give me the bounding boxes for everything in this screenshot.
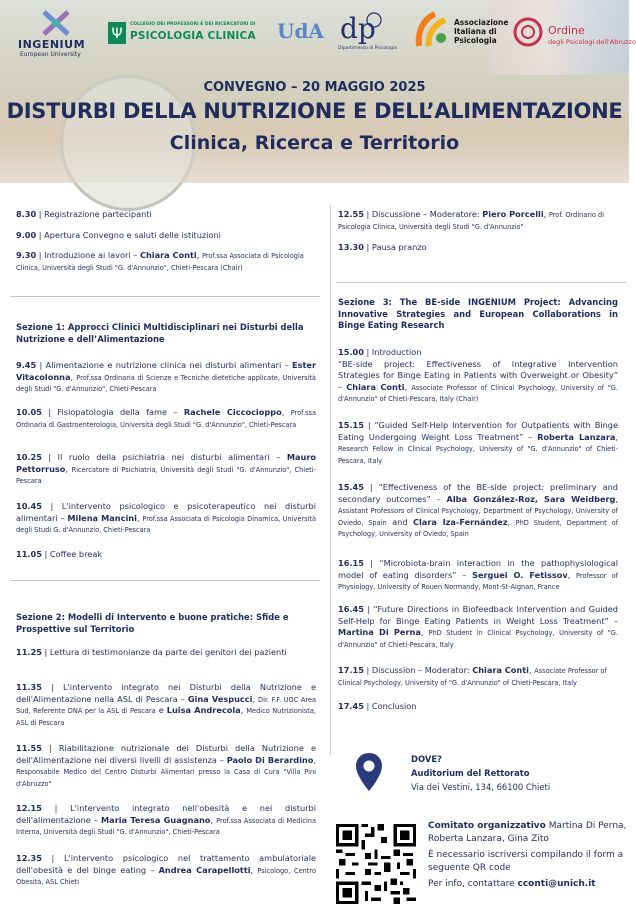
item-time: 16.15 xyxy=(338,558,364,568)
item-time: 9.30 xyxy=(16,250,37,260)
uda-mark-icon xyxy=(275,14,324,48)
schedule-item: 15.45 | “Effectiveness of the BE-side project: preliminary and secondary outcomes” – Alba González-Roz, Sara Weidberg, Assistant Professors of Clinical Psychology, Department of Psychology, University of Oviedo, Spain and Clara Iza-Fernández, PhD Student, Department of Psychology, University of Oviedo, Spain xyxy=(338,482,619,538)
item-affiliation: Medico Nutrizionista, ASL di Pescara xyxy=(16,707,316,727)
schedule-item: 9.30 | Introduzione ai lavori – Chiara Conti, Prof.ssa Associata di Psicologia Clinica, Università degli Studi "G. d'Annunzio", Chieti-Pescara (Chair) xyxy=(16,250,304,272)
schedule-item: 12.35 | L'intervento psicologico nel trattamento ambulatoriale dell'obesità e del binge eating – Andrea Carapellotti, Psicologo, Centro Obesità, ASL Chieti xyxy=(16,853,317,886)
item-title: Discussione – Moderatore: xyxy=(371,209,480,219)
item-time: 11.55 xyxy=(16,743,42,753)
page-title: DISTURBI DELLA NUTRIZIONE E DELL’ALIMENTAZIONE xyxy=(6,99,623,123)
schedule-item: 17.45 | Conclusion xyxy=(338,701,417,711)
item-speaker: Roberta Lanzara xyxy=(537,431,616,442)
schedule-item: 8.30 | Registrazione partecipanti xyxy=(16,209,152,219)
aip-mark-icon xyxy=(415,10,449,48)
schedule-item: 12.55 | Discussione – Moderatore: Piero Porcelli, Prof. Ordinario di Psicologia Clinica, Università degli Studi "G. d'Annunzio" xyxy=(338,209,605,231)
committee-members: Martina Di Perna, Roberta Lanzara, Gina Zito xyxy=(428,821,627,844)
ordine-logo xyxy=(512,8,636,52)
schedule-item: 11.55 | Riabilitazione nutrizionale dei Disturbi della Nutrizione e dell'Alimentazione nei diversi livelli di assistenza – Paolo Di Berardino, Responsabile Medico del Centro Disturbi Alimentari presso la Casa di Cura "Villa Pini d'Abruzzo" xyxy=(16,743,316,788)
item-time: 9.00 xyxy=(16,230,37,240)
item-time: 15.15 xyxy=(338,420,364,430)
schedule-item: 16.45 | “Future Directions in Biofeedback Intervention and Guided Self-Help for Binge Eating Patients in Weight Loss Treatment” – Martina Di Perna, PhD Student in Clinical Psychology, University of "G. d'Annunzio" of Chieti-Pescara, Italy xyxy=(338,604,618,649)
item-title: L'intervento psicologico nel trattamento ambulatoriale dell'obesità e del binge eating – xyxy=(16,853,317,875)
contact-email[interactable]: cconti@unich.it xyxy=(517,879,596,889)
ingenium-name: INGENIUM xyxy=(18,38,86,51)
section-3-title: Sezione 3: The BE-side INGENIUM Project: Advancing Innovative Strategies and European Collaborations in Binge Eating Research xyxy=(338,297,618,330)
item-speaker: Luisa Andrecola xyxy=(166,705,241,715)
item-title: “Effectiveness of the BE-side project: preliminary and secondary outcomes” – xyxy=(338,482,619,504)
ordine-sub: degli Psicologi dell'Abruzzo xyxy=(548,38,636,46)
item-speaker: Piero Porcelli xyxy=(482,209,544,219)
item-speaker: Serguei O. Fetissov xyxy=(472,569,568,580)
item-time: 8.30 xyxy=(16,209,37,219)
item-title: Pausa pranzo xyxy=(371,242,427,252)
item-title: “Microbiota-brain interaction in the pathophysiological model of eating disorders” – xyxy=(338,558,618,580)
schedule-item: 16.15 | “Microbiota-brain interaction in the pathophysiological model of eating disorders” – Serguei O. Fetissov, Professor of Physiology, University of Rouen Normandy, Mont-St-Aignan, France xyxy=(338,558,618,591)
schedule-item: 9.00 | Apertura Convegno e saluti delle istituzioni xyxy=(16,230,221,240)
item-title: “Guided Self-Help Intervention for Outpatients with Binge Eating Undergoing Weight Loss Treatment” – xyxy=(338,420,619,442)
schedule-item: 10.45 | L'intervento psicologico e psicoterapeutico nei disturbi alimentari – Milena Mancini, Prof.ssa Associata di Psicologia Dinamica, Università degli Studi G. d'Annunzio, Chieti-Pescara xyxy=(16,501,316,534)
registration-qr-code[interactable] xyxy=(336,824,416,904)
item-affiliation: Professor of Physiology, University of Rouen Normandy, Mont-St-Aignan, France xyxy=(338,571,618,591)
schedule-item: 10.25 | Il ruolo della psichiatria nei disturbi alimentari – Mauro Pettorruso, Ricercatore di Psichiatria, Università degli Studi "G. d'Annunzio", Chieti-Pescara xyxy=(16,452,317,485)
psicologia-name: PSICOLOGIA CLINICA xyxy=(130,30,256,42)
item-conjunction: and xyxy=(392,516,408,527)
contact-label: Per info, contattare xyxy=(428,879,515,889)
schedule-item: 15.00 | Introduction “BE-side project: Effectiveness of Integrative Intervention Strategies for Binge Eating in Patients with Overweight or Obesity” – Chiara Conti, Associate Professor of Clinical Psychology, University of "G. d'Annunzio" of Chieti-Pescara, Italy (Chair) xyxy=(338,347,618,403)
logo-strip xyxy=(0,8,636,58)
aip-name: Associazione Italiana di Psicologia xyxy=(454,18,509,45)
item-speaker: Rachele Ciccocioppo xyxy=(183,407,282,417)
item-speaker: Martina Di Perna xyxy=(338,627,421,637)
ingenium-mark-icon xyxy=(36,8,76,38)
item-time: 13.30 xyxy=(338,242,364,252)
location-pin-icon xyxy=(355,752,383,792)
svg-text:Ψ: Ψ xyxy=(111,26,123,42)
item-affiliation: Prof.ssa Ordinaria di Gastroenterologia, Università degli Studi "G. d'Annunzio", Chieti-Pescara xyxy=(16,409,316,429)
schedule-item: 17.15 | Discussion – Moderator: Chiara Conti, Associate Professor of Clinical Psychology, University of "G. d'Annunzio" of Chieti-Pescara, Italy xyxy=(338,665,607,687)
item-title: Alimentazione e nutrizione clinica nei disturbi alimentari – xyxy=(45,360,289,370)
item-title: Il ruolo della psichiatria nei disturbi alimentari – xyxy=(57,452,281,462)
item-title: Apertura Convegno e saluti delle istituzioni xyxy=(44,230,221,240)
item-time: 17.15 xyxy=(338,665,364,675)
item-title: L'intervento integrato nei Disturbi della Nutrizione e dell'Alimentazione nella ASL di Pescara – xyxy=(16,682,317,704)
item-affiliation: PhD Student in Clinical Psychology, University of "G. d'Annunzio" of Chieti-Pescara, Italy xyxy=(338,629,618,649)
item-title: “BE-side project: Effectiveness of Integrative Intervention Strategies for Binge Eating in Patients with Overweight or Obesity” – xyxy=(338,358,618,392)
item-affiliation: Dir. F.F. UOC Area Sud, Referente DNA per la ASL di Pescara xyxy=(16,695,316,715)
ordine-mark-icon xyxy=(512,16,544,48)
committee-line xyxy=(428,820,628,845)
item-speaker: Ester Vitacolonna xyxy=(16,360,317,382)
item-affiliation: Prof.ssa Associata di Psicologia Clinica, Università degli Studi "G. d'Annunzio", Chieti-Pescara (Chair) xyxy=(16,252,304,272)
item-time: 15.45 xyxy=(338,482,364,492)
item-affiliation: PhD Student, Department of Psychology, University of Oviedo, Spain xyxy=(338,518,618,538)
item-affiliation: Associate Professor of Clinical Psychology, University of "G. d'Annunzio" of Chieti-Pescara, Italy xyxy=(338,667,607,687)
page-subtitle: Clinica, Ricerca e Territorio xyxy=(169,132,460,154)
item-speaker: Andrea Carapellotti xyxy=(158,864,251,875)
item-time: 10.05 xyxy=(16,407,42,417)
venue-address: Via dei Vestini, 134, 66100 Chieti xyxy=(411,782,551,792)
venue-label: DOVE? xyxy=(411,754,442,764)
psicologia-small-line: COLLEGIO DEI PROFESSORI E DEI RICERCATORI DI xyxy=(130,22,256,27)
item-title: Conclusion xyxy=(371,701,417,711)
item-affiliation: Prof. Ordinario di Psicologia Clinica, Università degli Studi "G. d'Annunzio" xyxy=(338,211,605,231)
item-title: Discussion – Moderator: xyxy=(371,665,470,675)
uda-mark-text: UdA xyxy=(277,19,324,43)
item-speaker: Mauro Pettorruso xyxy=(16,452,317,474)
item-time: 12.15 xyxy=(16,803,42,813)
item-time: 10.45 xyxy=(16,501,42,511)
item-title: Coffee break xyxy=(49,549,103,559)
item-time: 10.25 xyxy=(16,452,42,462)
dipartimento-logo xyxy=(338,8,398,56)
item-affiliation: Ricercatore di Psichiatria, Università degli Studi "G. d'Annunzio", Chieti-Pescara xyxy=(16,465,316,485)
item-time: 11.25 xyxy=(16,647,42,657)
item-affiliation: Prof.ssa Associata di Medicina Interna, Università degli Studi "G. d'Annunzio", Chieti-Pescara xyxy=(16,816,316,836)
item-speaker: Alba González-Roz, Sara Weidberg xyxy=(446,493,616,504)
item-speaker: Chiara Conti xyxy=(139,250,197,260)
schedule-item: 15.15 | “Guided Self-Help Intervention for Outpatients with Binge Eating Undergoing Weight Loss Treatment” – Roberta Lanzara, Research Fellow in Clinical Psychology, University of "G. d'Annunzio" of Chieti-Pescara, Italy xyxy=(338,420,619,465)
convegno-date: CONVEGNO – 20 MAGGIO 2025 xyxy=(203,80,426,95)
item-time: 17.45 xyxy=(338,701,364,711)
item-speaker: Clara Iza-Fernández xyxy=(412,516,508,527)
schedule-item: 10.05 | Fisiopatologia della fame – Rachele Ciccocioppo, Prof.ssa Ordinaria di Gastroenterologia, Università degli Studi "G. d'Annunzio", Chieti-Pescara xyxy=(16,407,316,429)
ingenium-logo xyxy=(8,8,108,60)
item-time: 12.35 xyxy=(16,853,42,863)
schedule-item: 11.35 | L'intervento integrato nei Disturbi della Nutrizione e dell'Alimentazione nella ASL di Pescara – Gina Vespucci, Dir. F.F. UOC Area Sud, Referente DNA per la ASL di Pescara e Luisa Andrecola, Medico Nutrizionista, ASL di Pescara xyxy=(16,682,317,727)
item-speaker: Paolo Di Berardino xyxy=(226,754,314,765)
section-1-title: Sezione 1: Approcci Clinici Multidisciplinari nei Disturbi della Nutrizione e dell’Alimentazione xyxy=(16,322,304,344)
item-speaker: Maria Teresa Guagnano xyxy=(101,814,211,825)
item-title: “Future Directions in Biofeedback Intervention and Guided Self-Help for Binge Eating Patients in Weight Loss Treatment” – xyxy=(338,604,618,626)
item-title: Riabilitazione nutrizionale dei Disturbi della Nutrizione e dell'Alimentazione nei diversi livelli di assistenza – xyxy=(16,743,316,765)
item-title: Registrazione partecipanti xyxy=(44,209,152,219)
item-time: 12.55 xyxy=(338,209,364,219)
item-title: Fisiopatologia della fame – xyxy=(57,407,178,417)
item-time: 11.35 xyxy=(16,682,42,692)
item-time: 15.00 xyxy=(338,347,364,357)
uda-logo xyxy=(275,8,324,50)
left-divider-1 xyxy=(10,296,320,297)
item-time: 9.45 xyxy=(16,360,37,370)
item-speaker: Gina Vespucci xyxy=(187,693,253,704)
psi-icon xyxy=(108,22,126,44)
committee-label: Comitato organizzativo xyxy=(428,821,546,831)
item-title: Lettura di testimonianze da parte dei genitori dei pazienti xyxy=(49,647,287,657)
item-affiliation: Responsabile Medico del Centro Disturbi Alimentari presso la Casa di Cura "Villa Pini d'Abruzzo" xyxy=(16,768,316,788)
venue-name: Auditorium del Rettorato xyxy=(411,768,530,778)
organizing-committee xyxy=(428,820,628,895)
schedule-item: 11.25 | Lettura di testimonianze da parte dei genitori dei pazienti xyxy=(16,647,287,657)
psicologia-clinica-logo xyxy=(108,8,256,48)
item-affiliation: Prof.ssa Ordinaria di Scienze e Tecniche dietetiche applicate, Università degli Studi "G. d'Annunzio", Chieti-Pescara xyxy=(16,373,316,393)
item-speaker: Chiara Conti xyxy=(346,381,405,392)
contact-line xyxy=(428,878,628,891)
schedule-item: 9.45 | Alimentazione e nutrizione clinica nei disturbi alimentari – Ester Vitacolonna, Prof.ssa Ordinaria di Scienze e Tecniche dietetiche applicate, Università degli Studi "G. d'Annunzio", Chieti-Pescara xyxy=(16,360,317,393)
ordine-name: Ordine xyxy=(548,24,585,37)
item-time: 16.45 xyxy=(338,604,364,614)
registration-note: È necessario iscriversi compilando il form a seguente QR code xyxy=(428,850,624,873)
item-affiliation: Associate Professor of Clinical Psychology, University of "G. d'Annunzio" of Chieti-Pescara, Italy (Chair) xyxy=(338,383,618,403)
item-speaker: Milena Mancini xyxy=(67,512,137,523)
item-affiliation: Assistant Professors of Clinical Psychology, Department of Psychology, University of Oviedo, Spain xyxy=(338,507,618,527)
schedule-item: 11.05 | Coffee break xyxy=(16,549,103,559)
aip-logo xyxy=(415,8,515,56)
column-divider xyxy=(330,205,331,755)
item-speaker: Chiara Conti xyxy=(472,665,529,675)
item-title: Introduzione ai lavori – xyxy=(44,250,138,260)
item-title: Introduction xyxy=(371,347,422,357)
item-title: L'intervento psicologico e psicoterapeutico nei disturbi alimentari – xyxy=(16,501,316,523)
schedule-item: 12.15 | L'intervento integrato nell'obesità e nei disturbi dell'alimentazione – Maria Teresa Guagnano, Prof.ssa Associata di Medicina Interna, Università degli Studi "G. d'Annunzio", Chieti-Pescara xyxy=(16,803,316,836)
dp-mark-icon xyxy=(338,8,384,44)
section-2-title: Sezione 2: Modelli di Intervento e buone pratiche: Sfide e Prospettive sul Territorio xyxy=(16,612,289,634)
item-time: 11.05 xyxy=(16,549,42,559)
item-affiliation: Research Fellow in Clinical Psychology, University of "G. d'Annunzio" of Chieti-Pescara, Italy xyxy=(338,445,618,465)
dp-mark-text: dp xyxy=(340,12,376,45)
schedule-item: 13.30 | Pausa pranzo xyxy=(338,242,427,252)
right-divider-1 xyxy=(336,282,626,283)
item-title: L'intervento integrato nell'obesità e nei disturbi dell'alimentazione – xyxy=(16,803,316,825)
venue-block xyxy=(411,752,550,794)
item-affiliation: Prof.ssa Associata di Psicologia Dinamica, Università degli Studi G. d'Annunzio, Chieti-Pescara xyxy=(16,514,316,534)
item-affiliation: Psicologo, Centro Obesità, ASL Chieti xyxy=(16,866,316,886)
ingenium-subtitle: European University xyxy=(20,51,81,58)
left-divider-2 xyxy=(10,580,320,581)
dipartimento-label: Dipartimento di Psicologia xyxy=(338,46,398,51)
